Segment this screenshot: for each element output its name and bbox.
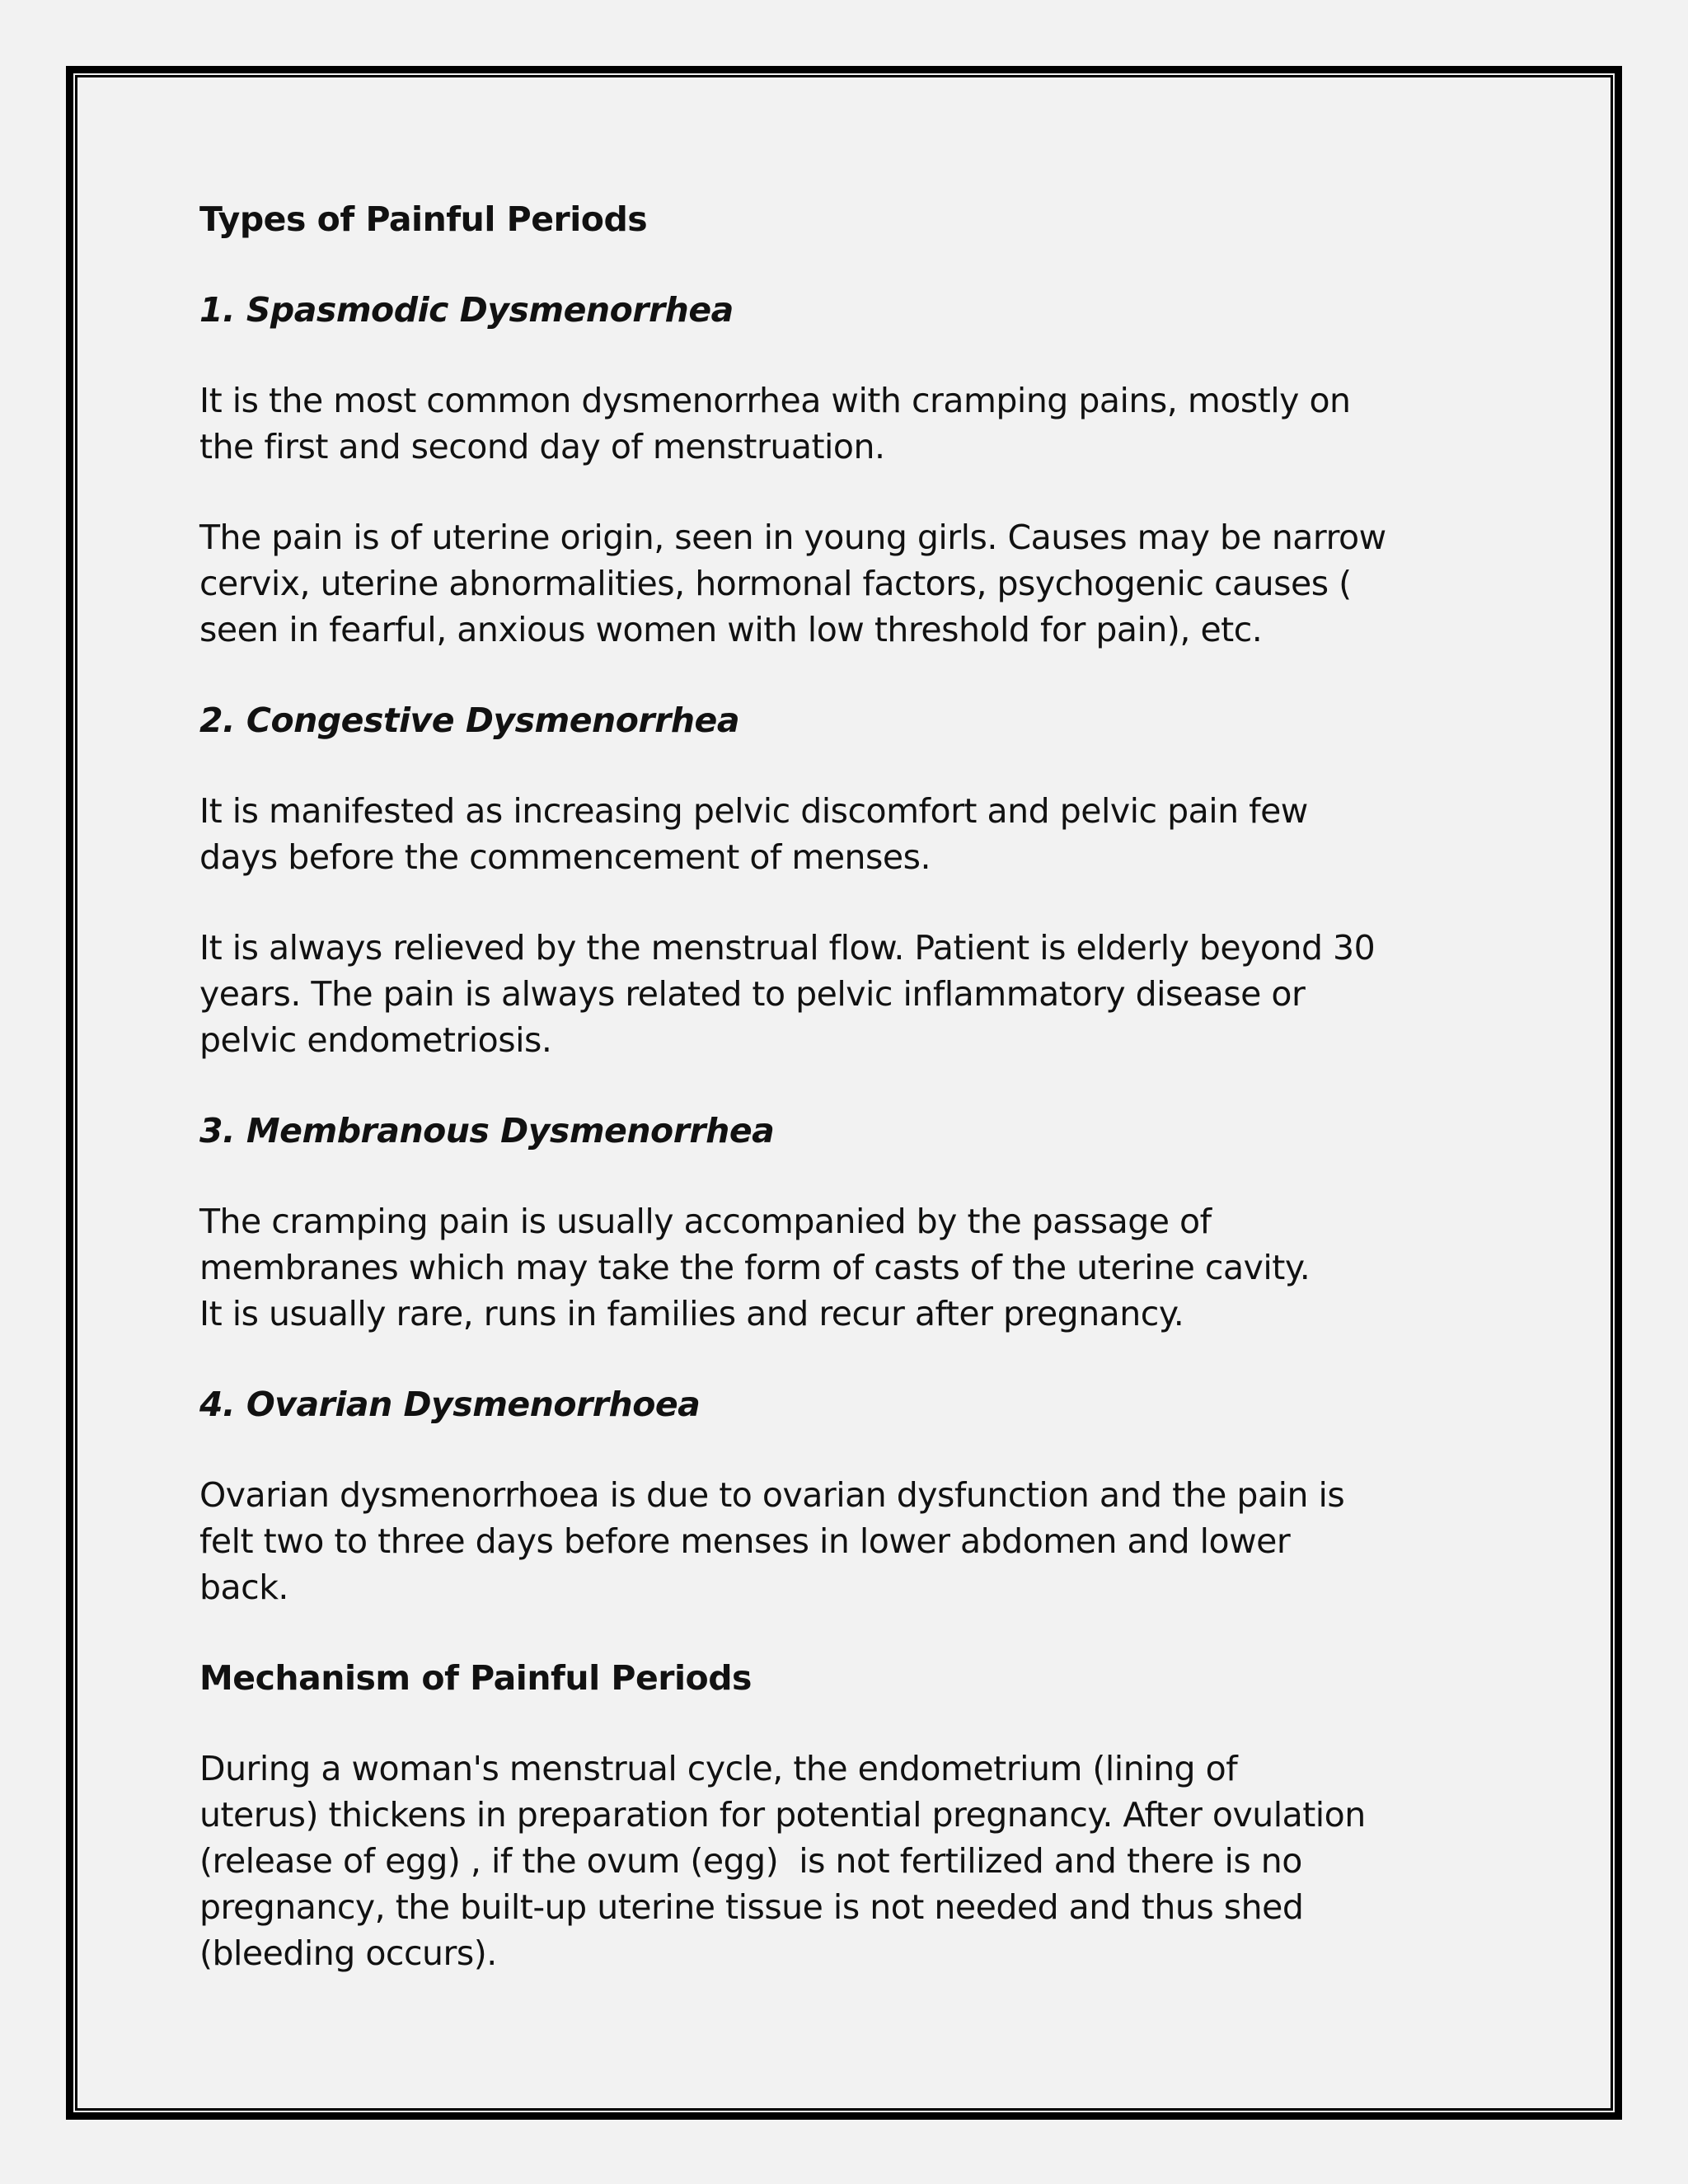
paragraph: Ovarian dysmenorrhoea is due to ovarian dysfunction and the pain is felt two to three days before menses in lower abdomen and lower back. [199, 1475, 1345, 1607]
section-heading-ovarian: 4. Ovarian Dysmenorrhoea [199, 1385, 701, 1424]
paragraph: It is manifested as increasing pelvic discomfort and pelvic pain few days before the commencement of menses. [199, 791, 1308, 877]
page-title: Types of Painful Periods [199, 199, 648, 239]
section-heading-membranous: 3. Membranous Dysmenorrhea [199, 1111, 775, 1151]
section-heading-mechanism: Mechanism of Painful Periods [199, 1658, 752, 1698]
paragraph: It is the most common dysmenorrhea with cramping pains, mostly on the first and second day of menstruation. [199, 381, 1351, 466]
document-body [199, 196, 1518, 1976]
paragraph: The pain is of uterine origin, seen in young girls. Causes may be narrow cervix, uterine abnormalities, hormonal factors, psychogenic causes ( seen in fearful, anxious women with low threshold for pain), etc. [199, 518, 1386, 649]
paragraph: It is always relieved by the menstrual flow. Patient is elderly beyond 30 years. The pain is always related to pelvic inflammatory disease or pelvic endometriosis. [199, 928, 1376, 1060]
paragraph: The cramping pain is usually accompanied by the passage of membranes which may take the form of casts of the uterine cavity. It is usually rare, runs in families and recur after pregnancy. [199, 1202, 1311, 1333]
section-heading-spasmodic: 1. Spasmodic Dysmenorrhea [199, 290, 734, 330]
section-heading-congestive: 2. Congestive Dysmenorrhea [199, 701, 739, 740]
paragraph: During a woman's menstrual cycle, the endometrium (lining of uterus) thickens in preparation for potential pregnancy. After ovulation (release of egg) , if the ovum (egg) is not fertilized and there is no pregnancy, the built-up uterine tissue is not needed and thus shed (bleeding occurs). [199, 1749, 1366, 1973]
